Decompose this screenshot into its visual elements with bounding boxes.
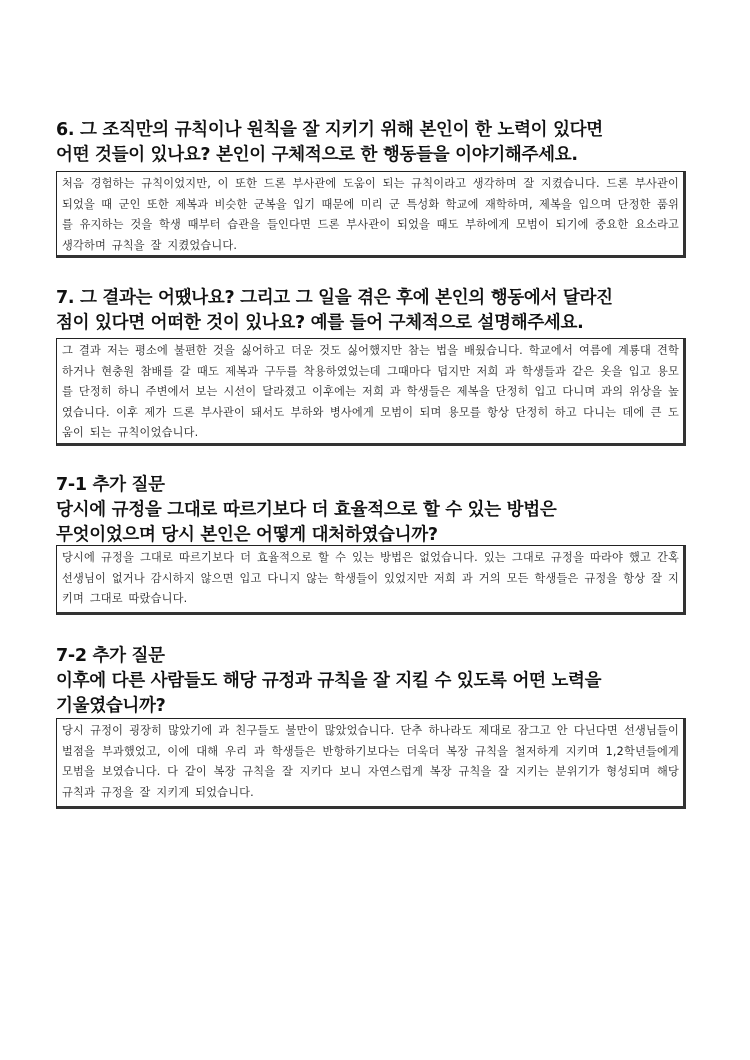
question-title-line: 당시에 규정을 그대로 따르기보다 더 효율적으로 할 수 있는 방법은 xyxy=(56,500,557,520)
answer-text: 처음 경험하는 규칙이었지만, 이 또한 드론 부사관에 도움이 되는 규칙이라고 생각하며 잘 지켰습니다. 드론 부사관이 되었을 때 군인 또한 제복과 비슷한 군복을 입기 때문에 미리 군 특성화 학교에 재학하며, 제복을 입으며 단정한 품위를 유지하는 것을 학생 때부터 습관을 들인다면 드론 부사관이 되었을 때도 부하에게 모범이 되기에 중요한 요소라고 생각하며 규칙을 잘 지켰었습니다. xyxy=(62,177,679,252)
answer-box-7 xyxy=(56,338,686,446)
question-subheading: 7-2 추가 질문 xyxy=(56,646,165,666)
question-title-line: 어떤 것들이 있나요? 본인이 구체적으로 한 행동들을 이야기해주세요. xyxy=(56,145,578,165)
question-title-line: 이후에 다른 사람들도 해당 규정과 규칙을 잘 지킬 수 있도록 어떤 노력을 xyxy=(56,671,602,691)
question-7-title xyxy=(56,286,696,336)
answer-text: 당시 규정이 굉장히 많았기에 과 친구들도 불만이 많았었습니다. 단추 하나라도 제대로 잠그고 안 다닌다면 선생님들이 벌점을 부과했었고, 이에 대해 우리 과 학생들은 반항하기보다는 더욱더 복장 규칙을 철저하게 지키며 1,2학년들에게 모범을 보였습니다. 다 같이 복장 규칙을 잘 지키다 보니 자연스럽게 복장 규칙을 잘 지키는 분위기가 형성되며 해당 규칙과 규정을 잘 지키게 되었습니다. xyxy=(62,724,679,799)
question-title-line: 무엇이었으며 당시 본인은 어떻게 대처하였습니까? xyxy=(56,525,438,545)
question-title-line: 기울였습니까? xyxy=(56,696,166,716)
answer-box-7-1 xyxy=(56,545,686,615)
question-title-line: 점이 있다면 어떠한 것이 있나요? 예를 들어 구체적으로 설명해주세요. xyxy=(56,313,584,333)
question-title-line: 7. 그 결과는 어땠나요? 그리고 그 일을 겪은 후에 본인의 행동에서 달라진 xyxy=(56,288,613,308)
answer-text: 그 결과 저는 평소에 불편한 것을 싫어하고 더운 것도 싫어했지만 참는 법을 배웠습니다. 학교에서 여름에 계룡대 견학하거나 현충원 참배를 갈 때도 제복과 구두를 착용하였었는데 그때마다 덥지만 저희 과 학생들과 같은 옷을 입고 용모를 단정히 하니 주변에서 보는 시선이 달라졌고 이후에는 저희 과 학생들은 제복을 단정히 입고 다니며 과의 위상을 높였습니다. 이후 제가 드론 부사관이 돼서도 부하와 병사에게 모범이 되며 용모를 항상 단정히 하고 다니는 데에 큰 도움이 되는 규칙이었습니다. xyxy=(62,344,679,440)
question-6-title xyxy=(56,118,696,168)
question-7-2-title xyxy=(56,644,696,719)
answer-box-7-2 xyxy=(56,718,686,809)
question-title-line: 6. 그 조직만의 규칙이나 원칙을 잘 지키기 위해 본인이 한 노력이 있다면 xyxy=(56,120,603,140)
question-subheading: 7-1 추가 질문 xyxy=(56,475,165,495)
answer-text: 당시에 규정을 그대로 따르기보다 더 효율적으로 할 수 있는 방법은 없었습니다. 있는 그대로 규정을 따라야 했고 간혹 선생님이 없거나 감시하지 않으면 입고 다니지 않는 학생들이 있었지만 저희 과 거의 모든 학생들은 규정을 항상 잘 지키며 그대로 따랐습니다. xyxy=(62,551,679,606)
answer-box-6 xyxy=(56,171,686,258)
question-7-1-title xyxy=(56,473,696,548)
